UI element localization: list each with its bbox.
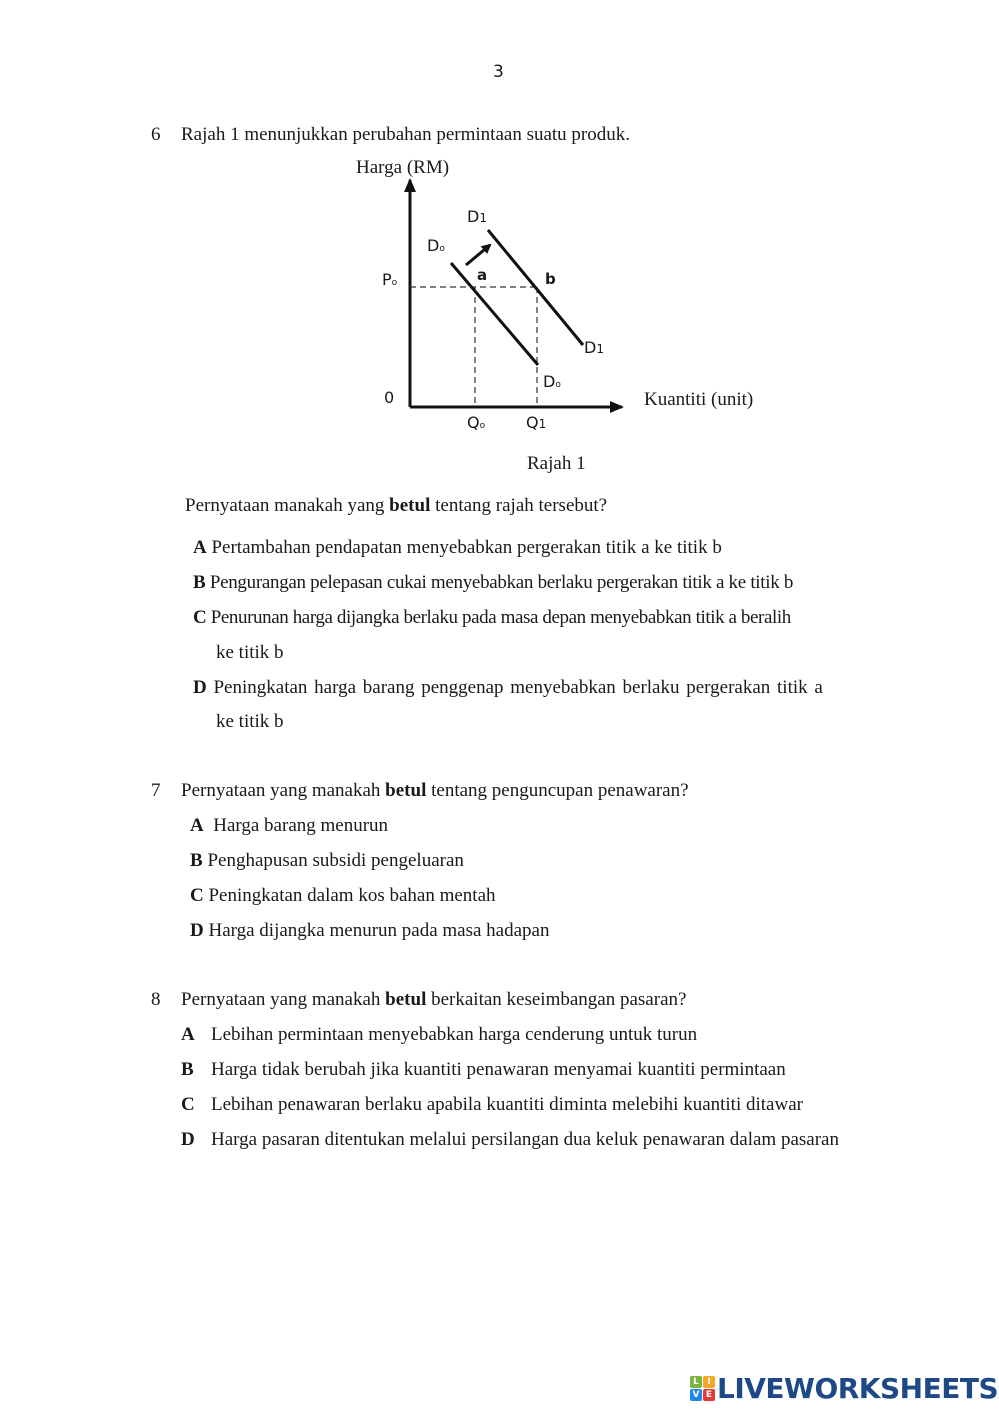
q6-option-c-continued: ke titik b	[216, 642, 284, 663]
q8-option-a[interactable]: A Lebihan permintaan menyebabkan harga cenderung untuk turun	[181, 1024, 698, 1045]
shift-arrow-icon	[466, 245, 490, 265]
q6-option-c[interactable]: C Penurunan harga dijangka berlaku pada masa depan menyebabkan titik a beralih	[193, 607, 791, 628]
q7-option-c[interactable]: C Peningkatan dalam kos bahan mentah	[190, 885, 496, 906]
question-6-prompt: Pernyataan manakah yang betul tentang rajah tersebut?	[185, 495, 608, 516]
quantity-q0-label: Qo	[467, 413, 486, 432]
q6-option-b[interactable]: B Pengurangan pelepasan cukai menyebabkan berlaku pergerakan titik a ke titik b	[193, 572, 794, 593]
q8-option-d[interactable]: D Harga pasaran ditentukan melalui persilangan dua keluk penawaran dalam pasaran	[181, 1129, 839, 1150]
price-p0-label: Po	[382, 270, 398, 289]
d0-top-label: Do	[427, 236, 445, 255]
question-7-prompt: Pernyataan yang manakah betul tentang penguncupan penawaran?	[181, 780, 689, 801]
page-number: 3	[493, 62, 504, 82]
x-axis-label: Kuantiti (unit)	[644, 389, 754, 410]
q8-option-c[interactable]: C Lebihan penawaran berlaku apabila kuantiti diminta melebihi kuantiti ditawar	[181, 1094, 803, 1115]
y-axis-label: Harga (RM)	[356, 157, 450, 178]
logo-wordmark: LIVEWORKSHEETS	[717, 1372, 999, 1405]
figure-caption: Rajah 1	[527, 453, 586, 474]
question-8-prompt: Pernyataan yang manakah betul berkaitan keseimbangan pasaran?	[181, 989, 687, 1010]
q6-option-a[interactable]: A Pertambahan pendapatan menyebabkan pergerakan titik a ke titik b	[193, 537, 722, 558]
question-6-stem: Rajah 1 menunjukkan perubahan permintaan suatu produk.	[181, 124, 631, 145]
live-tiles-icon: L I V E	[690, 1376, 715, 1401]
quantity-q1-label: Q1	[526, 413, 547, 432]
q6-option-d-continued: ke titik b	[216, 711, 284, 732]
question-7-number: 7	[151, 780, 161, 801]
liveworksheets-logo	[690, 1372, 998, 1405]
q7-option-a[interactable]: A Harga barang menurun	[190, 815, 389, 836]
point-b-label: b	[545, 270, 556, 288]
q7-option-b[interactable]: B Penghapusan subsidi pengeluaran	[190, 850, 464, 871]
d1-top-label: D1	[467, 207, 487, 226]
demand-curve-d0	[451, 263, 538, 365]
q7-option-d[interactable]: D Harga dijangka menurun pada masa hadapan	[190, 920, 550, 941]
question-8-number: 8	[151, 989, 161, 1010]
demand-shift-diagram	[0, 0, 999, 470]
d1-bottom-label: D1	[584, 338, 604, 357]
point-a-label: a	[477, 266, 488, 284]
origin-label: 0	[384, 388, 395, 407]
d0-bottom-label: Do	[543, 372, 561, 391]
question-6-number: 6	[151, 124, 161, 145]
q8-option-b[interactable]: B Harga tidak berubah jika kuantiti penawaran menyamai kuantiti permintaan	[181, 1059, 786, 1080]
q6-option-d[interactable]: D Peningkatan harga barang penggenap menyebabkan berlaku pergerakan titik a	[193, 677, 823, 698]
